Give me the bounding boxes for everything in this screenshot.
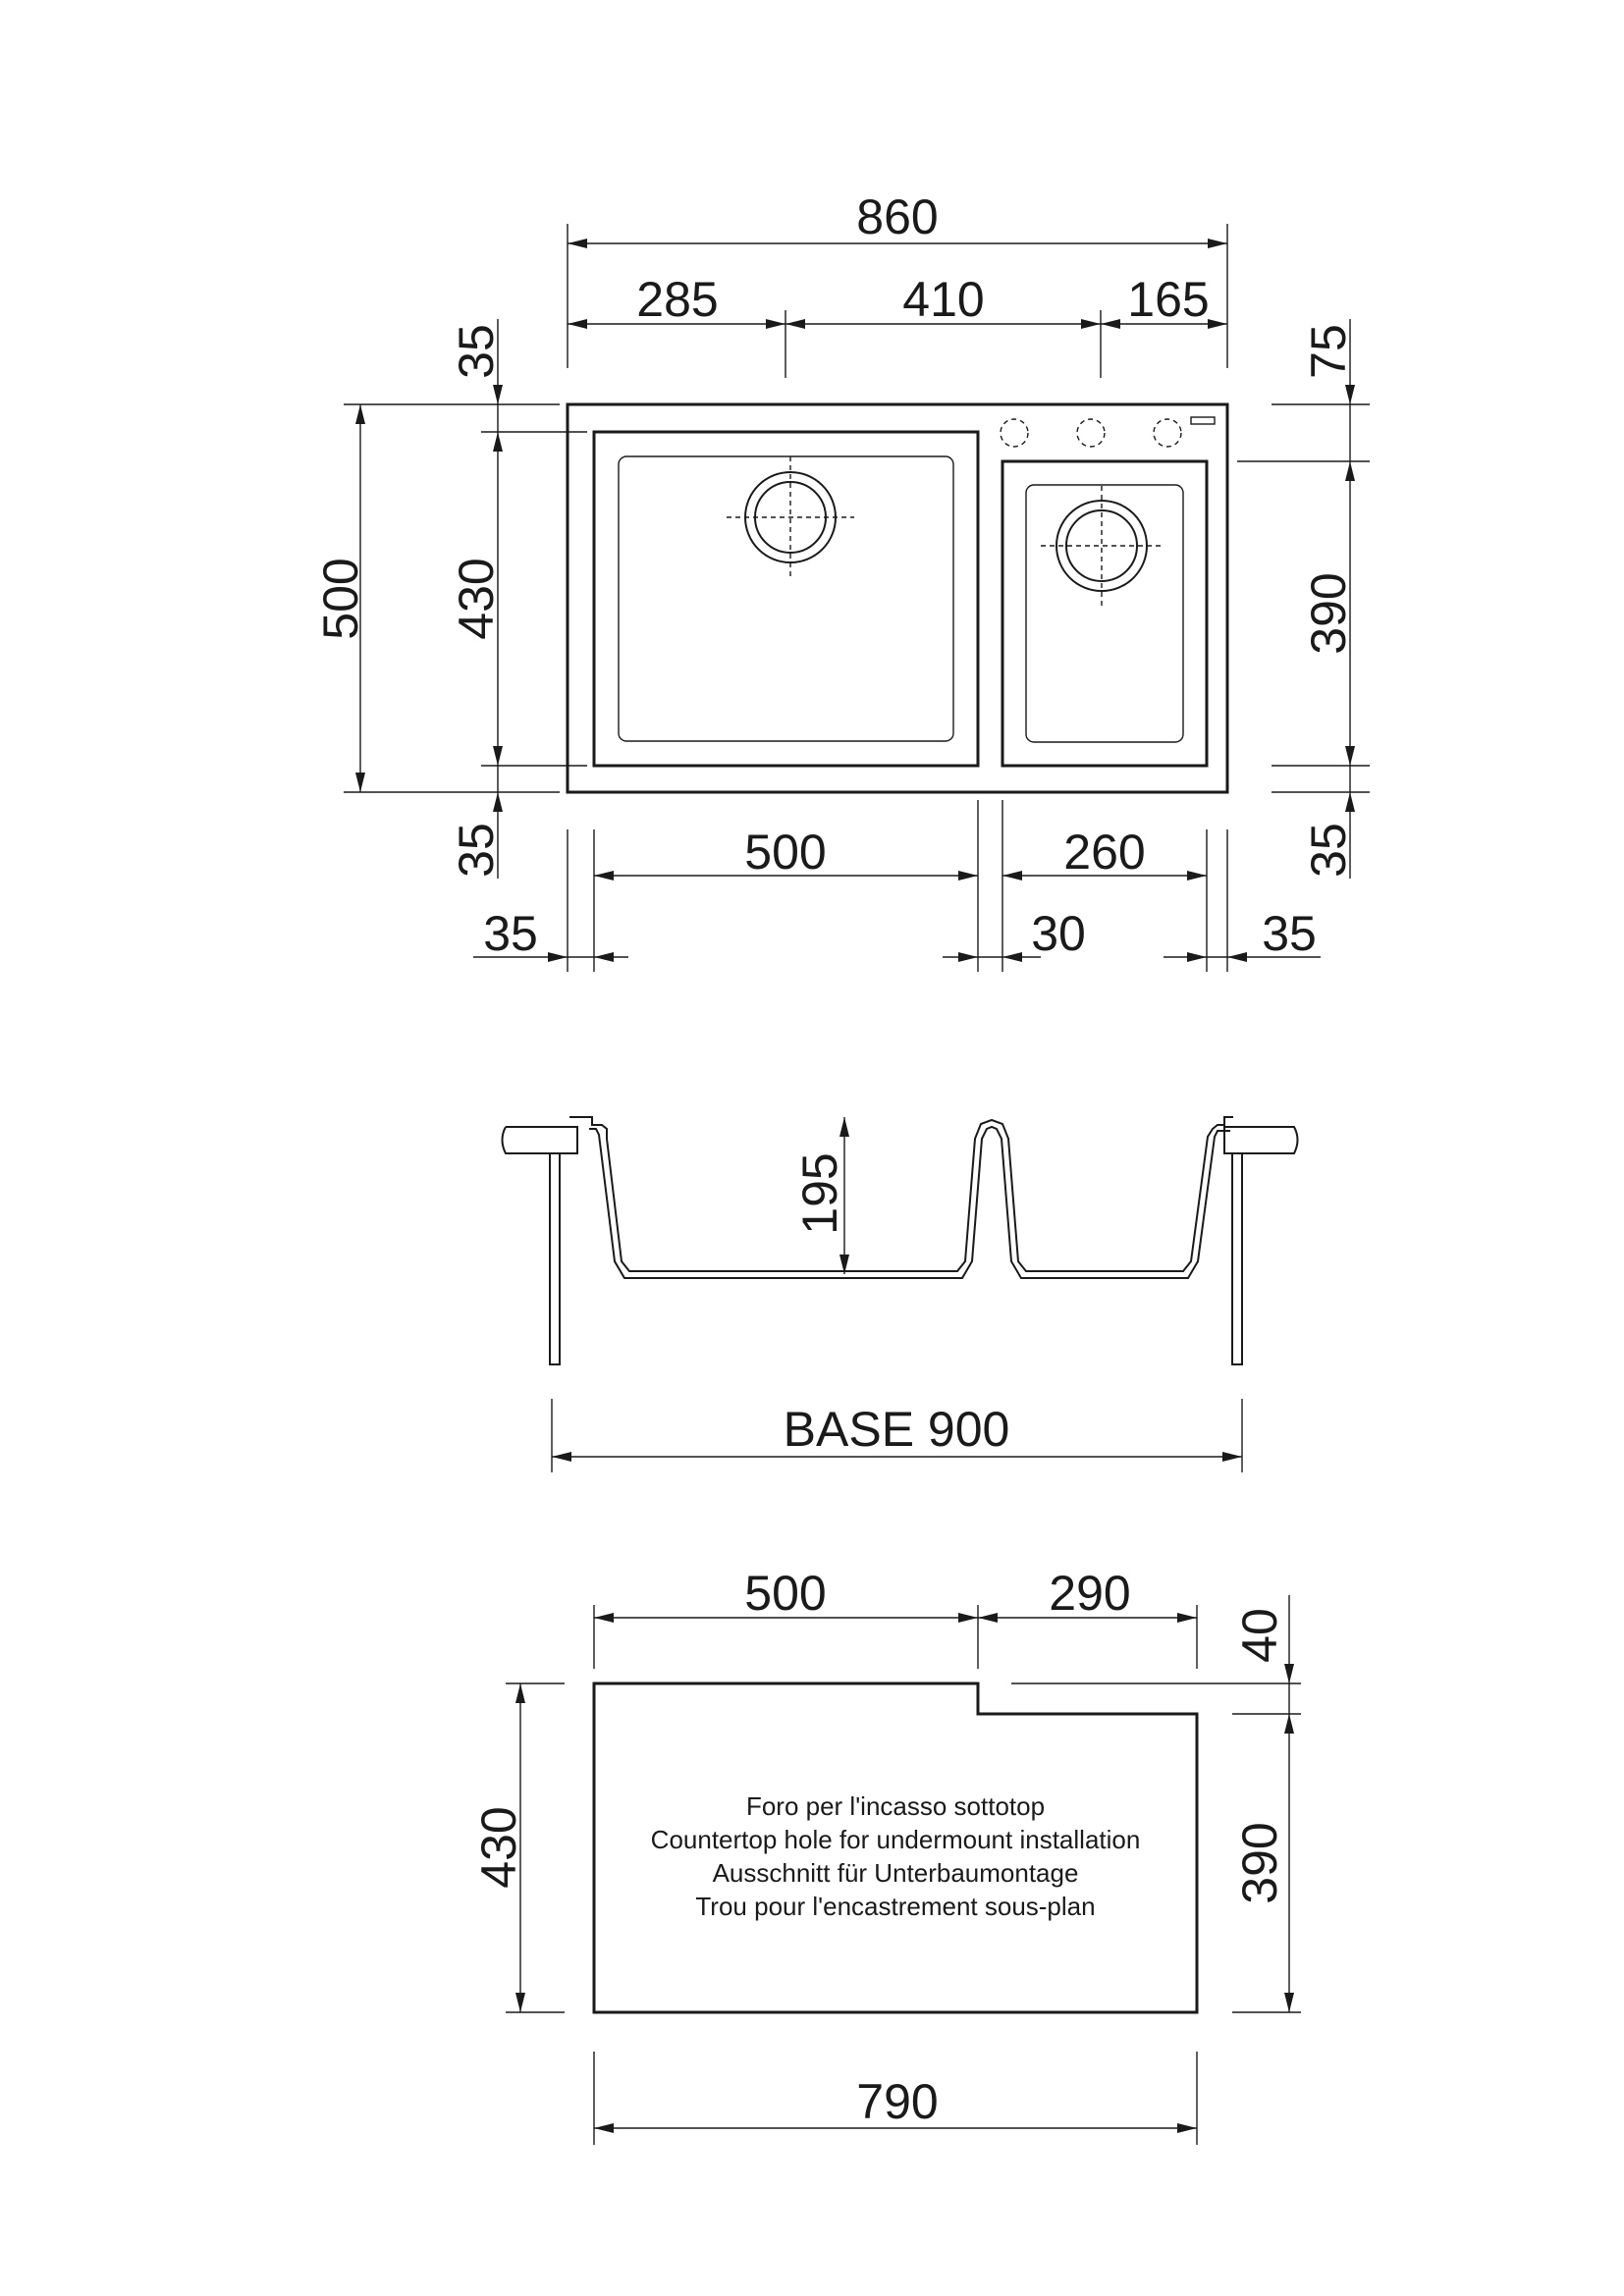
tap-hole-icon	[1077, 419, 1105, 447]
dim-overall-depth: 500	[313, 558, 368, 640]
tap-hole-icon	[1001, 419, 1028, 447]
dim-cutout-width-right: 290	[1049, 1566, 1131, 1621]
countertop-right	[1224, 1127, 1298, 1153]
dim-top-margin-left: 35	[449, 324, 504, 379]
small-drain-icon	[1041, 486, 1164, 607]
dim-main-bowl-depth: 430	[449, 558, 504, 640]
dim-small-bowl-width: 260	[1063, 825, 1146, 880]
small-bowl-rim	[1002, 461, 1207, 766]
dim-seg-right: 165	[1127, 272, 1210, 327]
cutout-note-line: Ausschnitt für Unterbaumontage	[712, 1858, 1079, 1888]
dim-divider: 30	[1031, 906, 1086, 961]
sink-section-outer	[569, 1117, 1233, 1271]
dim-cutout-depth-left: 430	[471, 1806, 526, 1889]
dim-top-margin-right: 75	[1301, 324, 1356, 379]
dim-edge-left: 35	[483, 906, 538, 961]
dim-bowl-depth: 195	[792, 1152, 847, 1235]
dim-main-bowl-width: 500	[744, 825, 827, 880]
countertop-left	[503, 1127, 578, 1153]
dim-cutout-depth-right: 390	[1232, 1822, 1287, 1904]
dim-small-bowl-depth: 390	[1301, 572, 1356, 655]
cutout-note-line: Countertop hole for undermount installation	[650, 1825, 1141, 1854]
dim-base-label: BASE 900	[783, 1402, 1010, 1457]
cabinet-side-left	[550, 1153, 560, 1364]
dim-cutout-step: 40	[1232, 1608, 1287, 1663]
dim-bottom-margin-left: 35	[449, 823, 504, 878]
dim-cutout-total-width: 790	[856, 2074, 939, 2129]
main-bowl-inner	[619, 456, 953, 741]
dim-seg-mid: 410	[902, 272, 985, 327]
cutout-note-line: Trou pour l'encastrement sous-plan	[695, 1892, 1096, 1921]
top-view	[313, 189, 1370, 972]
sink-section-inner	[589, 1127, 1230, 1278]
small-bowl-inner	[1026, 485, 1183, 742]
dim-seg-left: 285	[636, 272, 719, 327]
dim-cutout-width-left: 500	[744, 1566, 827, 1621]
section-view	[503, 1117, 1298, 1472]
tap-hole-icon	[1154, 419, 1181, 447]
dim-edge-right: 35	[1262, 906, 1317, 961]
logo-plate	[1191, 417, 1215, 424]
main-drain-icon	[727, 456, 854, 579]
dim-overall-width: 860	[856, 189, 939, 244]
cutout-view	[471, 1566, 1301, 2145]
dim-bottom-margin-right: 35	[1301, 823, 1356, 878]
cutout-note-line: Foro per l'incasso sottotop	[745, 1791, 1046, 1821]
cabinet-side-right	[1232, 1153, 1242, 1364]
